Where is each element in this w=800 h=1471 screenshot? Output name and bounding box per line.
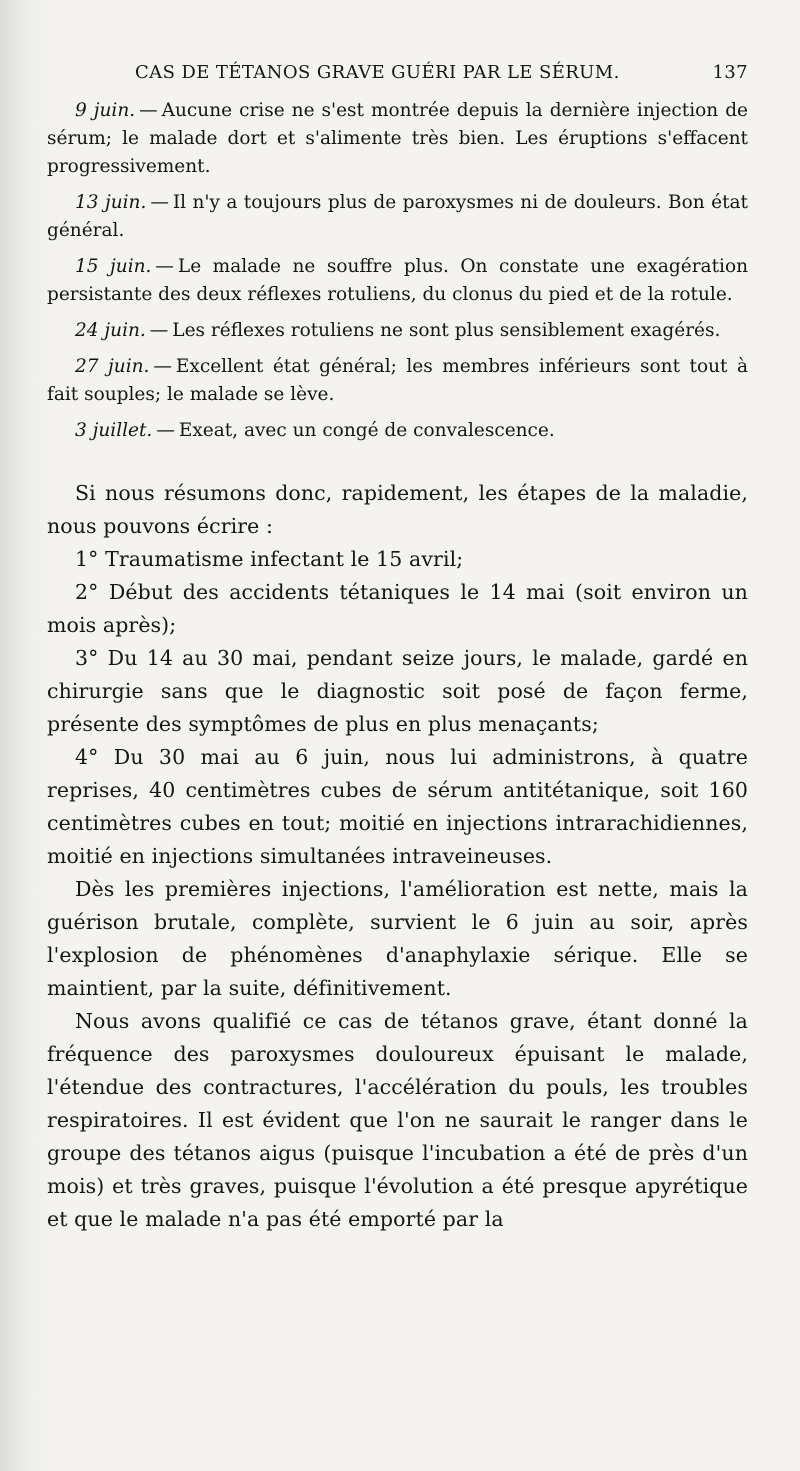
summary-point: 4° Du 30 mai au 6 juin, nous lui administrons, à quatre reprises, 40 centimètres cubes de sérum antitétanique, soit 160 centimètres cubes en tout; moitié en injections intrarachidiennes, moitié en injections simultanées intraveineuses. [47, 745, 748, 868]
entry-date: 3 juillet. [75, 420, 153, 441]
journal-entry: 27 juin. — Excellent état général; les membres inférieurs sont tout à fait souples; le malade se lève. [47, 356, 748, 405]
entry-text: Aucune crise ne s'est montrée depuis la dernière injection de sérum; le malade dort et s'alimente très bien. Les éruptions s'effacent progressivement. [47, 100, 748, 177]
journal-entry: 15 juin. — Le malade ne souffre plus. On constate une exagération persistante des deux réflexes rotuliens, du clonus du pied et de la rotule. [47, 256, 748, 305]
summary-point: 2° Début des accidents tétaniques le 14 mai (soit environ un mois après); [47, 580, 748, 637]
journal-entry: 9 juin. — Aucune crise ne s'est montrée depuis la dernière injection de sérum; le malade dort et s'alimente très bien. Les éruptions s'effacent progressivement. [47, 100, 748, 177]
entry-date: 27 juin. [75, 356, 150, 377]
entry-text: Il n'y a toujours plus de paroxysmes ni de douleurs. Bon état général. [47, 192, 748, 241]
running-head [47, 62, 748, 83]
section-gap [47, 453, 748, 477]
entry-text: Exeat, avec un congé de convalescence. [178, 420, 555, 441]
summary-point: 1° Traumatisme infectant le 15 avril; [75, 547, 464, 571]
summary-intro: Si nous résumons donc, rapidement, les étapes de la maladie, nous pouvons écrire : [47, 481, 748, 538]
journal-entry: 3 juillet. — Exeat, avec un congé de convalescence. [75, 420, 555, 441]
journal-entry: 24 juin. — Les réflexes rotuliens ne sont plus sensiblement exagérés. [75, 320, 721, 341]
entry-date: 13 juin. [75, 192, 147, 213]
entry-text: Les réflexes rotuliens ne sont plus sensiblement exagérés. [172, 320, 721, 341]
entry-date: 24 juin. [75, 320, 146, 341]
running-head-title: CAS DE TÉTANOS GRAVE GUÉRI PAR LE SÉRUM. [135, 62, 620, 83]
journal-entry: 13 juin. — Il n'y a toujours plus de paroxysmes ni de douleurs. Bon état général. [47, 192, 748, 241]
summary-point: 3° Du 14 au 30 mai, pendant seize jours, le malade, gardé en chirurgie sans que le diagnostic soit posé de façon ferme, présente des symptômes de plus en plus menaçants; [47, 646, 748, 736]
entry-text: Excellent état général; les membres inférieurs sont tout à fait souples; le malade se lève. [47, 356, 748, 405]
page-number: 137 [712, 62, 748, 83]
entry-date: 9 juin. [75, 100, 136, 121]
entry-text: Le malade ne souffre plus. On constate une exagération persistante des deux réflexes rotuliens, du clonus du pied et de la rotule. [47, 256, 748, 305]
body-paragraph: Dès les premières injections, l'amélioration est nette, mais la guérison brutale, complète, survient le 6 juin au soir, après l'explosion de phénomènes d'anaphylaxie sérique. Elle se maintient, par la suite, définitivement. [47, 877, 748, 1000]
entry-date: 15 juin. [75, 256, 152, 277]
body-paragraph: Nous avons qualifié ce cas de tétanos grave, étant donné la fréquence des paroxysmes douloureux épuisant le malade, l'étendue des contractures, l'accélération du pouls, les troubles respiratoires. Il est évident que l'on ne saurait le ranger dans le groupe des tétanos aigus (puisque l'incubation a été de près d'un mois) et très graves, puisque l'évolution a été presque apyrétique et que le malade n'a pas été emporté par la [47, 1009, 748, 1231]
